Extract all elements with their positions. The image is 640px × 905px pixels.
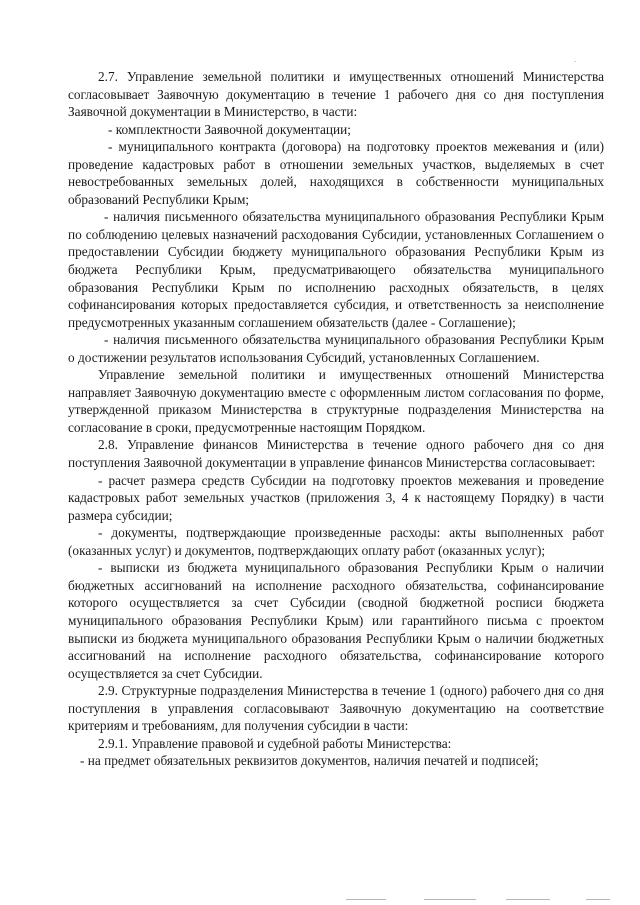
list-item-requisites: - на предмет обязательных реквизитов документов, наличия печатей и подписей; <box>80 753 539 769</box>
list-item-expense-documents: - документы, подтверждающие произведенные расходы: акты выполненных работ (оказанных услуг) и документов, подтверждающих оплату работ (оказанных услуг); <box>68 525 604 558</box>
clause-2-9-1: 2.9.1. Управление правовой и судебной работы Министерства: <box>98 735 452 751</box>
document-body <box>68 68 604 770</box>
list-item-municipal-contract: - муниципального контракта (договора) на подготовку проектов межевания и (или) проведение кадастровых работ в отношении земельных участков, выделяемых в счет невостребованных земельных долей, находящихся в собственности муниципальных образований Республики Крым; <box>68 139 604 207</box>
scan-artifact-line <box>506 899 550 900</box>
scan-artifact-line <box>586 899 610 900</box>
clause-2-9: 2.9. Структурные подразделения Министерства в течение 1 (одного) рабочего дня со дня поступления в управления согласовывают Заявочную документацию на соответствие критериям и требованиям, для получения субсидии в части: <box>68 683 604 734</box>
land-policy-routing-paragraph: Управление земельной политики и имущественных отношений Министерства направляет Заявочную документацию вместе с оформленным листом согласования по форме, утвержденной приказом Министерства в структурные подразделения Министерства на согласование в сроки, предусмотренные настоящим Порядком. <box>68 367 604 435</box>
list-item-budget-extracts: - выписки из бюджета муниципального образования Республики Крым о наличии бюджетных ассигнований на исполнение расходного обязательства, софинансирование которого осуществляется за счет Субсидии (сводной бюджетной росписи бюджета муниципального образования Республики Крым) или гарантийного письма с проектом выписки из бюджета муниципального образования Республики Крым о наличии бюджетных ассигнований на исполнение расходного обязательства, софинансирование которого осуществляется за счет Субсидии. <box>68 560 604 681</box>
list-item-subsidy-calculation: - расчет размера средств Субсидии на подготовку проектов межевания и проведение кадастровых работ земельных участков (приложения 3, 4 к настоящему Порядку) в части размера субсидии; <box>68 472 604 523</box>
scan-artifact-line <box>346 899 386 900</box>
clause-2-8: 2.8. Управление финансов Министерства в течение одного рабочего дня со дня поступления Заявочной документации в управление финансов Министерства согласовывает: <box>68 437 604 471</box>
scan-speck <box>574 61 576 62</box>
list-item-completeness: - комплектности Заявочной документации; <box>108 121 351 137</box>
clause-2-7: 2.7. Управление земельной политики и имущественных отношений Министерства согласовывает Заявочную документацию в течение 1 рабочего дня со дня поступления Заявочной документации в Министерство, в части: <box>68 69 604 120</box>
scan-artifact-line <box>424 899 476 900</box>
list-item-results-obligation: - наличия письменного обязательства муниципального образования Республики Крым о достижении результатов использования Субсидий, установленных Соглашением. <box>68 332 604 365</box>
list-item-written-obligation: - наличия письменного обязательства муниципального образования Республики Крым по соблюдению целевых назначений расходования Субсидии, установленных Соглашением о предоставлении Субсидии бюджету муниципального образования Республики Крым из бюджета Республики Крым, предусматривающего обязательства муниципального образования Республики Крым по исполнению расходных обязательств, в целях софинансирования которых предоставляется субсидия, и ответственность за неисполнение предусмотренных указанным соглашением обязательств (далее - Соглашение); <box>68 209 604 330</box>
